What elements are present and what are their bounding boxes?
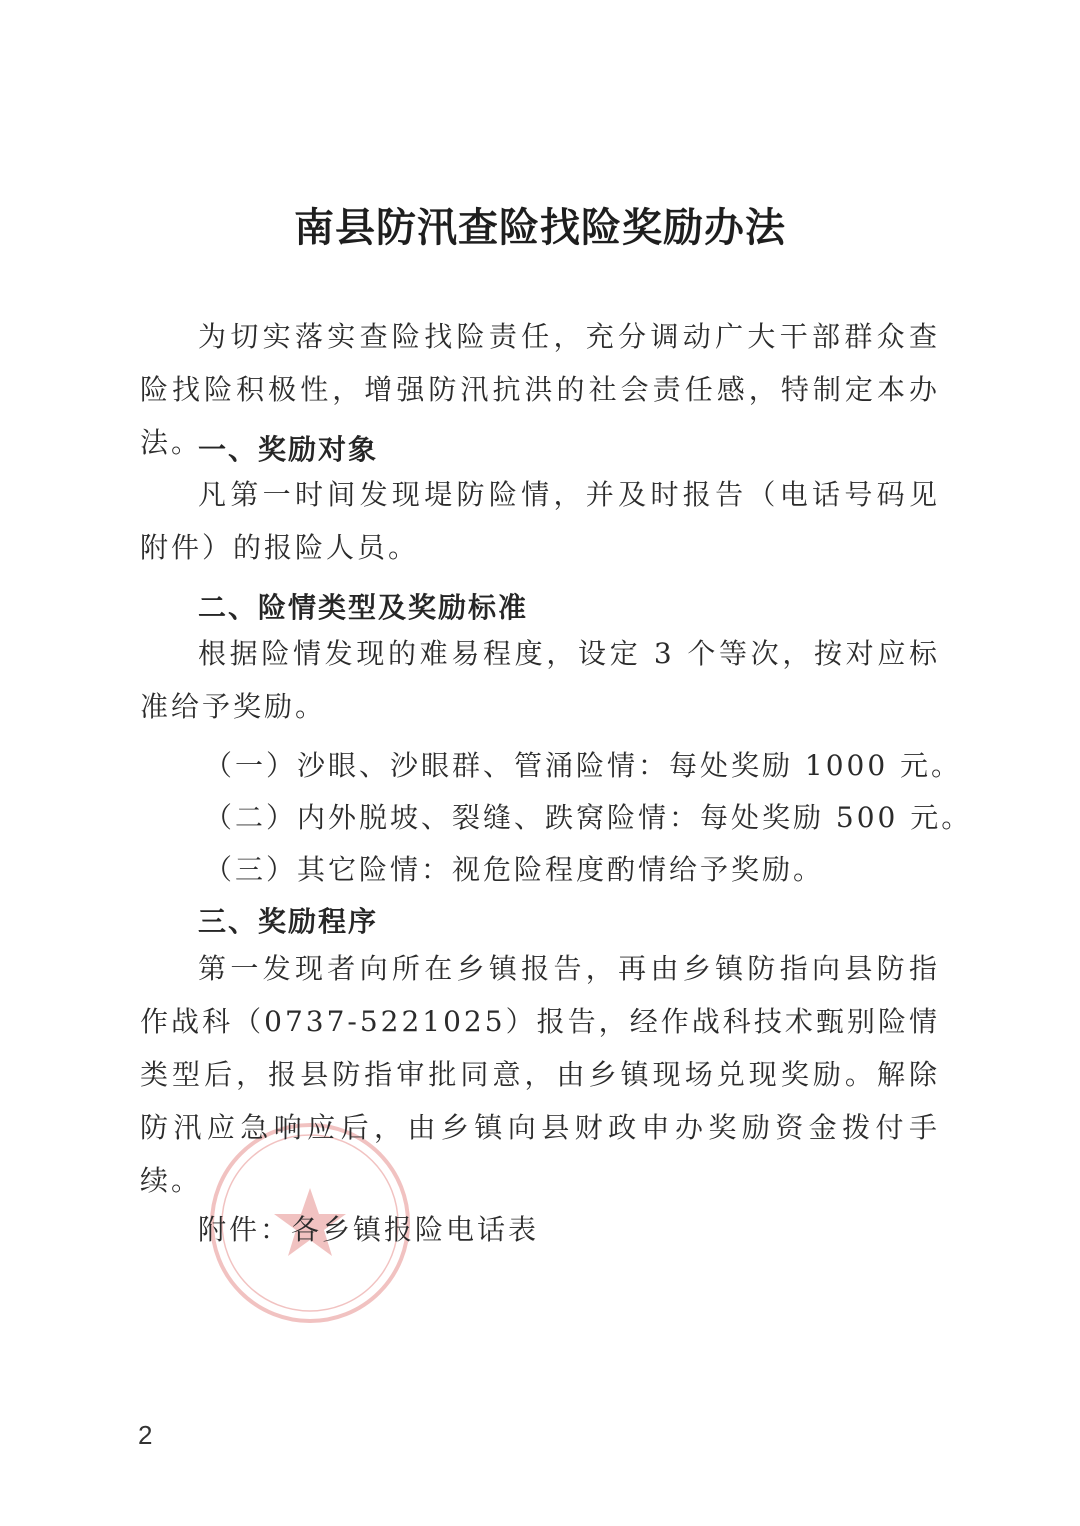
section-heading-reward-procedure: 三、奖励程序 [198,905,379,938]
attachment-note: 附件：各乡镇报险电话表 [198,1213,540,1246]
section-heading-reward-standard: 二、险情类型及奖励标准 [198,591,529,624]
section-body-reward-standard: 根据险情发现的难易程度，设定 3 个等次，按对应标准给予奖励。 [140,637,940,723]
section-body-reward-procedure: 第一发现者向所在乡镇报告，再由乡镇防指向县防指作战科（0737-5221025）报告，经作战科技术甄别险情类型后，报县防指审批同意，由乡镇现场兑现奖励。解除防汛应急响应后，由乡镇向县财政申办奖励资金拨付手续。 [140,952,940,1197]
reward-item: （二）内外脱坡、裂缝、跌窝险情：每处奖励 500 元。 [204,801,973,834]
section-body-reward-target: 凡第一时间发现堤防险情，并及时报告（电话号码见附件）的报险人员。 [140,478,940,564]
page-number: 2 [138,1420,153,1450]
reward-item: （三）其它险情：视危险程度酌情给予奖励。 [204,853,825,886]
section-heading-reward-target: 一、奖励对象 [198,433,379,466]
reward-item: （一）沙眼、沙眼群、管涌险情：每处奖励 1000 元。 [204,749,963,782]
intro-paragraph: 为切实落实查险找险责任，充分调动广大干部群众查险找险积极性，增强防汛抗洪的社会责任感，特制定本办法。 [140,320,940,459]
document-title: 南县防汛查险找险奖励办法 [294,204,786,251]
